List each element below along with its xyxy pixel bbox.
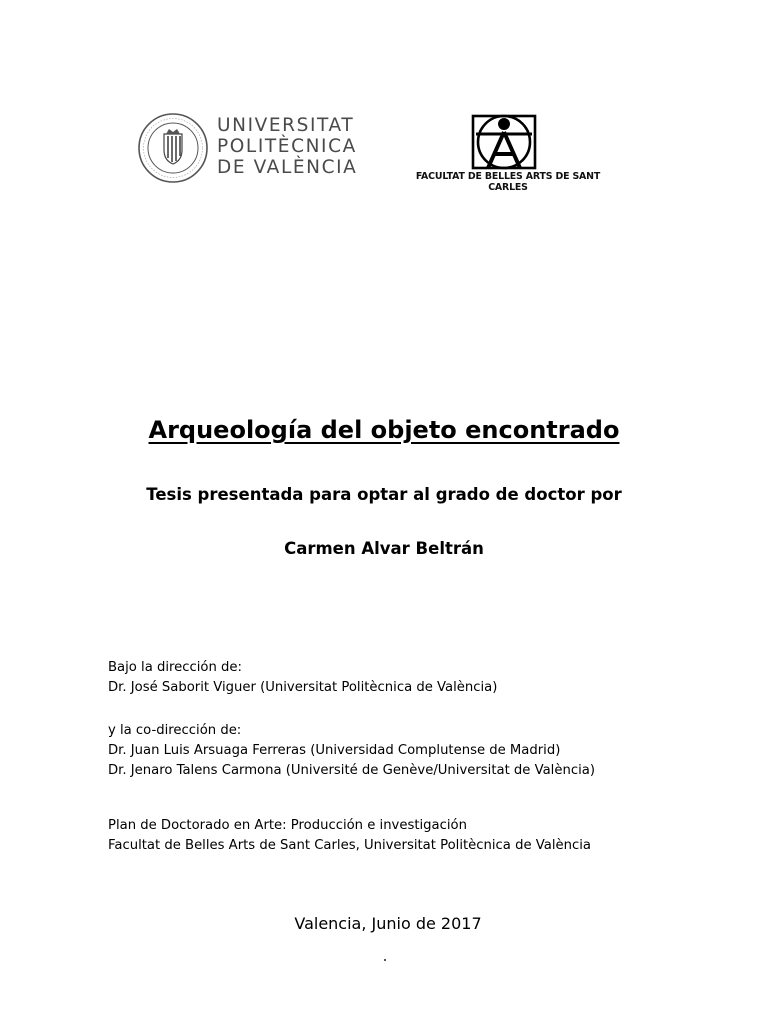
direction-block xyxy=(108,658,497,698)
doctoral-plan: Plan de Doctorado en Arte: Producción e investigación xyxy=(108,818,467,833)
upv-line-3: DE VALÈNCIA xyxy=(217,157,358,178)
upv-seal-icon xyxy=(137,112,209,184)
upv-line-1: UNIVERSITAT xyxy=(217,115,355,136)
codirector-line: Dr. Jenaro Talens Carmona (Université de Genève/Universitat de València) xyxy=(108,763,595,778)
fba-logo xyxy=(398,112,618,192)
director-line: Dr. José Saborit Viguer (Universitat Politècnica de València) xyxy=(108,680,498,695)
place-date: Valencia, Junio de 2017 xyxy=(294,914,482,933)
stray-dot xyxy=(384,959,386,961)
fba-label: FACULTAT DE BELLES ARTS DE SANT CARLES xyxy=(415,171,601,193)
thesis-author: Carmen Alvar Beltrán xyxy=(284,539,484,558)
faculty-line: Facultat de Belles Arts de Sant Carles, Universitat Politècnica de València xyxy=(108,838,591,853)
direction-heading: Bajo la dirección de: xyxy=(108,660,242,675)
upv-wordmark xyxy=(217,117,357,180)
codirector-line: Dr. Juan Luis Arsuaga Ferreras (Universidad Complutense de Madrid) xyxy=(108,743,561,758)
co-direction-block xyxy=(108,721,595,781)
vitruvian-figure-icon xyxy=(470,112,538,178)
co-direction-heading: y la co-dirección de: xyxy=(108,723,242,738)
thesis-subtitle: Tesis presentada para optar al grado de doctor por xyxy=(146,485,622,504)
thesis-title: Arqueología del objeto encontrado xyxy=(148,416,620,444)
upv-line-2: POLITÈCNICA xyxy=(217,136,357,157)
program-block xyxy=(108,816,591,856)
upv-logo xyxy=(137,112,367,184)
